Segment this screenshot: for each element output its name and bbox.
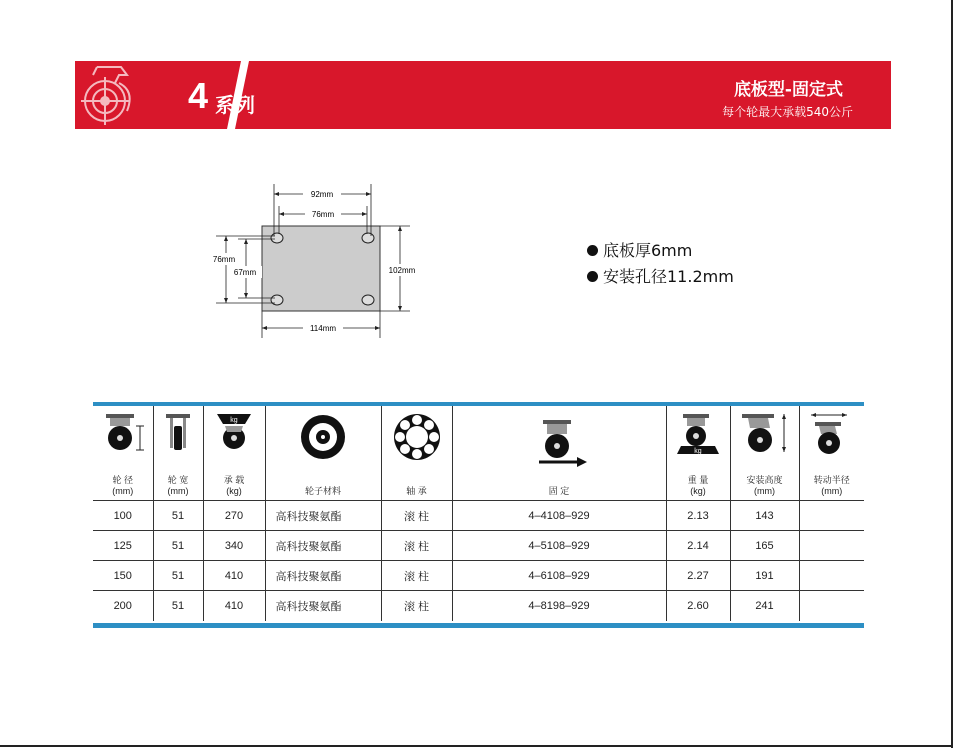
spec-bullets — [587, 238, 734, 290]
mount-hole — [362, 233, 374, 243]
cell-material: 高科技聚氨酯 — [265, 561, 381, 591]
caster-logo-icon — [75, 61, 145, 129]
header-fixed-type: 固 定 — [452, 406, 666, 501]
cell-weight: 2.60 — [666, 591, 730, 621]
header-wheel-width: 轮 宽 (mm) — [153, 406, 203, 501]
cell-material: 高科技聚氨酯 — [265, 591, 381, 621]
mount-height-icon — [738, 412, 792, 456]
wheel-material-icon — [298, 412, 348, 462]
cell-width: 51 — [153, 531, 203, 561]
cell-weight: 2.27 — [666, 561, 730, 591]
cell-width: 51 — [153, 561, 203, 591]
table-bottom-bar — [93, 623, 864, 628]
table-row — [93, 531, 864, 561]
caster-weight-icon — [675, 412, 721, 456]
cell-radius — [799, 591, 864, 621]
swivel-radius-icon — [807, 412, 857, 456]
cell-model: 4–5108–929 — [452, 531, 666, 561]
cell-width: 51 — [153, 591, 203, 621]
header-mount-height: 安装高度 (mm) — [730, 406, 799, 501]
cell-height: 241 — [730, 591, 799, 621]
svg-text:kg: kg — [230, 417, 238, 424]
table-row — [93, 561, 864, 591]
cell-load: 410 — [203, 591, 265, 621]
cell-radius — [799, 531, 864, 561]
mount-hole — [362, 295, 374, 305]
mounting-plate-diagram — [205, 180, 435, 350]
fixed-caster-icon — [529, 412, 589, 468]
dim-76mm-top: 76mm — [311, 210, 335, 219]
wheel-diameter-icon — [100, 412, 146, 452]
header-banner — [75, 61, 891, 129]
cell-diameter: 200 — [93, 591, 153, 621]
header-swivel-radius: 转动半径 (mm) — [799, 406, 864, 501]
spec-hole-diameter: 安装孔径11.2mm — [587, 264, 734, 290]
page-border-bottom — [0, 745, 953, 747]
cell-model: 4–4108–929 — [452, 501, 666, 531]
header-load-capacity: kg 承 载 (kg) — [203, 406, 265, 501]
mount-hole — [271, 233, 283, 243]
spec-table — [93, 402, 864, 628]
cell-bearing: 滚 柱 — [381, 501, 452, 531]
table-row — [93, 591, 864, 621]
series-label: 系列 — [215, 93, 255, 117]
cell-radius — [799, 501, 864, 531]
cell-height: 143 — [730, 501, 799, 531]
dim-92mm: 92mm — [310, 190, 334, 199]
bullet-icon — [587, 245, 598, 256]
bullet-icon — [587, 271, 598, 282]
svg-text:kg: kg — [694, 448, 702, 455]
table-header-row — [93, 406, 864, 501]
series-number: 4 — [188, 75, 209, 116]
cell-load: 410 — [203, 561, 265, 591]
cell-bearing: 滚 柱 — [381, 591, 452, 621]
cell-height: 191 — [730, 561, 799, 591]
product-type-title: 底板型-固定式 — [733, 80, 843, 100]
mount-hole — [271, 295, 283, 305]
cell-height: 165 — [730, 531, 799, 561]
load-weight-icon — [211, 412, 257, 452]
cell-bearing: 滚 柱 — [381, 531, 452, 561]
cell-material: 高科技聚氨酯 — [265, 531, 381, 561]
cell-diameter: 125 — [93, 531, 153, 561]
cell-bearing: 滚 柱 — [381, 561, 452, 591]
cell-load: 340 — [203, 531, 265, 561]
dim-67mm: 67mm — [233, 268, 257, 277]
cell-load: 270 — [203, 501, 265, 531]
cell-model: 4–8198–929 — [452, 591, 666, 621]
cell-weight: 2.13 — [666, 501, 730, 531]
dim-114mm: 114mm — [309, 324, 337, 333]
bearing-icon — [392, 412, 442, 462]
table-row — [93, 501, 864, 531]
cell-diameter: 150 — [93, 561, 153, 591]
wheel-width-icon — [163, 412, 193, 452]
header-wheel-material: 轮子材料 — [265, 406, 381, 501]
spec-plate-thickness: 底板厚6mm — [587, 238, 734, 264]
cell-material: 高科技聚氨酯 — [265, 501, 381, 531]
max-load-subtitle: 每个轮最大承载540公斤 — [722, 105, 853, 119]
cell-model: 4–6108–929 — [452, 561, 666, 591]
header-weight: kg 重 量 (kg) — [666, 406, 730, 501]
cell-diameter: 100 — [93, 501, 153, 531]
cell-width: 51 — [153, 501, 203, 531]
page-border-right — [951, 0, 953, 748]
cell-weight: 2.14 — [666, 531, 730, 561]
dim-102mm: 102mm — [388, 266, 416, 275]
cell-radius — [799, 561, 864, 591]
header-wheel-diameter: 轮 径 (mm) — [93, 406, 153, 501]
dim-76mm-side: 76mm — [212, 255, 236, 264]
header-bearing: 轴 承 — [381, 406, 452, 501]
